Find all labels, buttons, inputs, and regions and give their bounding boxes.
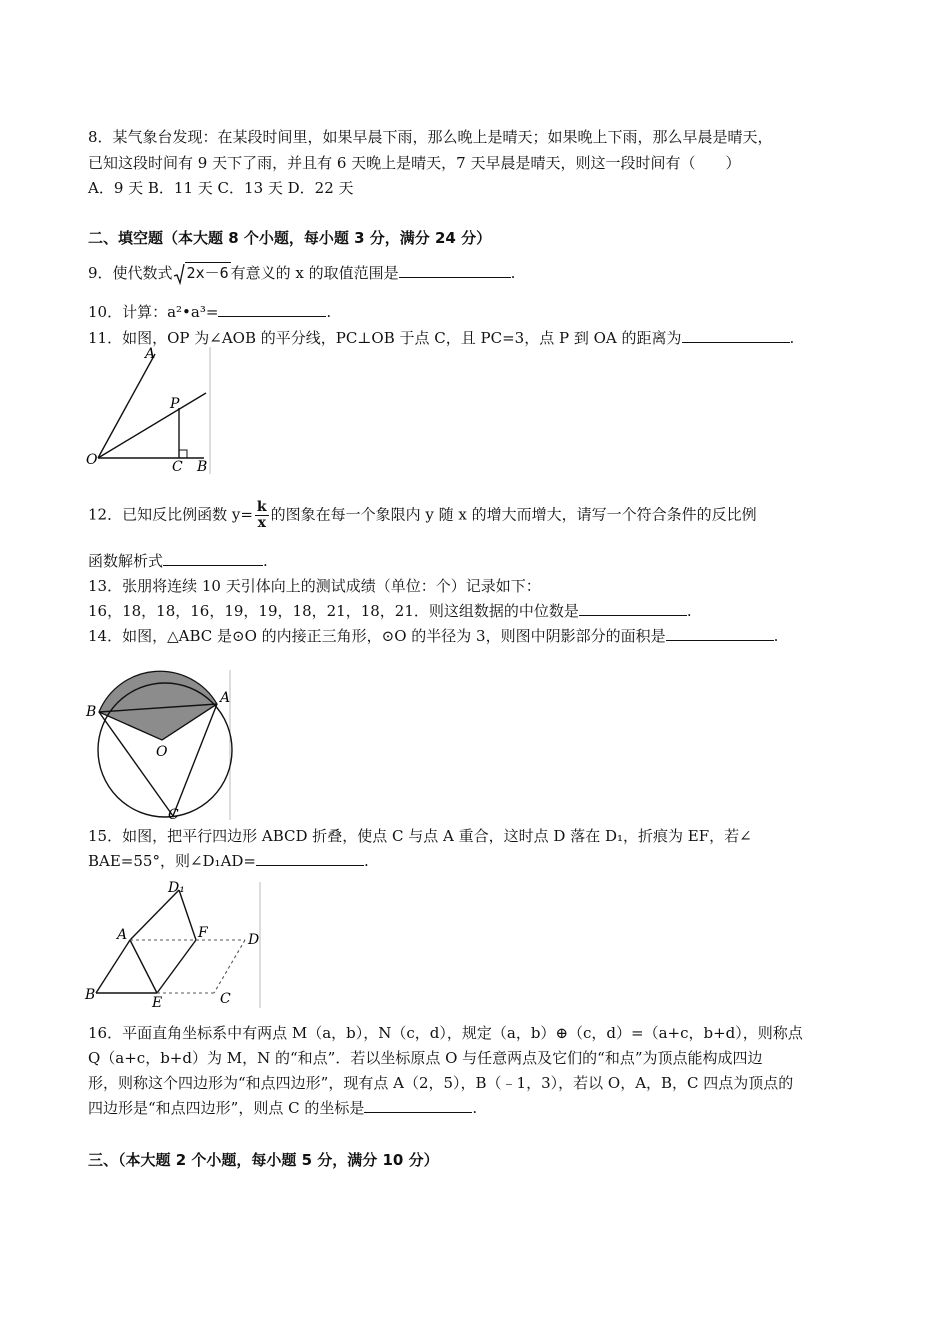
q8-options: A．9 天 B．11 天 C．13 天 D．22 天 [88,179,354,197]
label-a: A [220,690,231,706]
q16-end: . [472,1099,478,1117]
q13-line1: 13．张朋将连续 10 天引体向上的测试成绩（单位：个）记录如下： [88,577,541,595]
q16-line2: Q（a+c，b+d）为 M，N 的“和点”．若以坐标原点 O 与任意两点及它们的“和点”为顶点能构成四边 [88,1049,763,1067]
q12-prefix: 12．已知反比例函数 y= [88,505,253,524]
segment-ad1 [130,890,179,940]
q12-line2 [88,551,268,571]
q15-line2 [88,851,369,871]
label-c: C [172,459,183,475]
label-d: D [248,932,260,948]
q12-fraction [255,500,269,531]
q15-end: . [364,852,369,870]
q12-line2-text: 函数解析式 [88,552,164,570]
ray-op [98,393,206,458]
q9-answer-blank[interactable] [399,263,511,278]
q12-line1 [88,500,757,531]
q11 [88,328,794,348]
label-p: P [170,396,180,412]
label-b: B [85,987,96,1003]
ray-oa [98,354,155,458]
label-o: O [86,452,98,468]
label-e: E [152,995,163,1010]
q15-figure [84,880,264,1010]
dotted-dc [214,940,245,993]
label-o: O [156,744,168,760]
q8-line1: 8．某气象台发现：在某段时间里，如果早晨下雨，那么晚上是晴天；如果晚上下雨，那么早晨是晴天， [88,128,773,146]
q9-suffix: 有意义的 x 的取值范围是 [230,264,399,282]
q13-line2-text: 16，18，18，16，19，19，18，21，18，21．则这组数据的中位数是 [88,602,579,620]
section3-title: 三、（本大题 2 个小题，每小题 5 分，满分 10 分） [88,1151,439,1169]
q16-line4 [88,1098,477,1118]
q16-line4-text: 四边形是“和点四边形”，则点 C 的坐标是 [88,1099,365,1117]
q14-end: . [773,627,779,645]
radical-sign-icon [173,263,185,285]
label-a: A [117,927,128,943]
q15-line1: 15．如图，把平行四边形 ABCD 折叠，使点 C 与点 A 重合，这时点 D 落在 D₁，折痕为 EF，若∠ [88,827,752,845]
q10-prefix: 10．计算：a²•a³= [88,303,219,321]
q14 [88,626,778,646]
q12-suffix: 的图象在每一个象限内 y 随 x 的增大而增大，请写一个符合条件的反比例 [270,505,757,524]
q12-answer-blank[interactable] [163,551,263,566]
q10-end: . [326,303,332,321]
label-b: B [86,704,97,720]
q9-radicand: 2x－6 [186,264,229,282]
label-d1: D₁ [168,880,185,896]
q10-answer-blank[interactable] [218,302,326,317]
q9 [88,262,515,285]
label-a: A [145,346,156,362]
label-f: F [198,925,208,941]
section2-title: 二、填空题（本大题 8 个小题，每小题 3 分，满分 24 分） [88,229,492,247]
segment-ae [130,940,157,993]
q14-answer-blank[interactable] [666,626,774,641]
q16-line1: 16．平面直角坐标系中有两点 M（a，b），N（c，d），规定（a，b）⊕（c，d）=（a+c，b+d），则称点 [88,1024,803,1042]
q12-numerator: k [256,499,267,515]
q11-answer-blank[interactable] [682,328,790,343]
q9-sqrt [173,262,231,285]
q8-line2: 已知这段时间有 9 天下了雨，并且有 6 天晚上是晴天，7 天早晨是晴天，则这一段时间有（ ） [88,154,741,172]
label-b: B [197,459,208,475]
q13-answer-blank[interactable] [579,601,687,616]
segment-d1f [179,890,196,940]
q9-end: . [510,264,516,282]
label-c: C [168,807,179,822]
q12-denominator: x [257,515,266,531]
q16-answer-blank[interactable] [364,1098,472,1113]
label-c: C [220,991,231,1007]
q14-text: 14．如图，△ABC 是⊙O 的内接正三角形，⊙O 的半径为 3，则图中阴影部分的面积是 [88,627,666,645]
q10 [88,302,331,322]
fold-line-ef [157,940,196,993]
q11-figure [84,346,214,476]
right-angle-mark [179,450,187,458]
q16-line3: 形，则称这个四边形为“和点四边形”，现有点 A（2，5），B（﹣1，3），若以 O，A，B，C 四点为顶点的 [88,1074,794,1092]
q11-text: 11．如图，OP 为∠AOB 的平分线，PC⊥OB 于点 C，且 PC=3，点 P 到 OA 的距离为 [88,329,682,347]
q13-end: . [686,602,692,620]
q9-prefix: 9．使代数式 [88,264,173,282]
q13-line2 [88,601,692,621]
q14-figure [84,670,234,822]
segment-ab [96,940,130,993]
q12-end: . [263,552,268,570]
q15-line2-text: BAE=55°，则∠D₁AD= [88,852,256,870]
q11-end: . [789,329,795,347]
q15-answer-blank[interactable] [256,851,364,866]
